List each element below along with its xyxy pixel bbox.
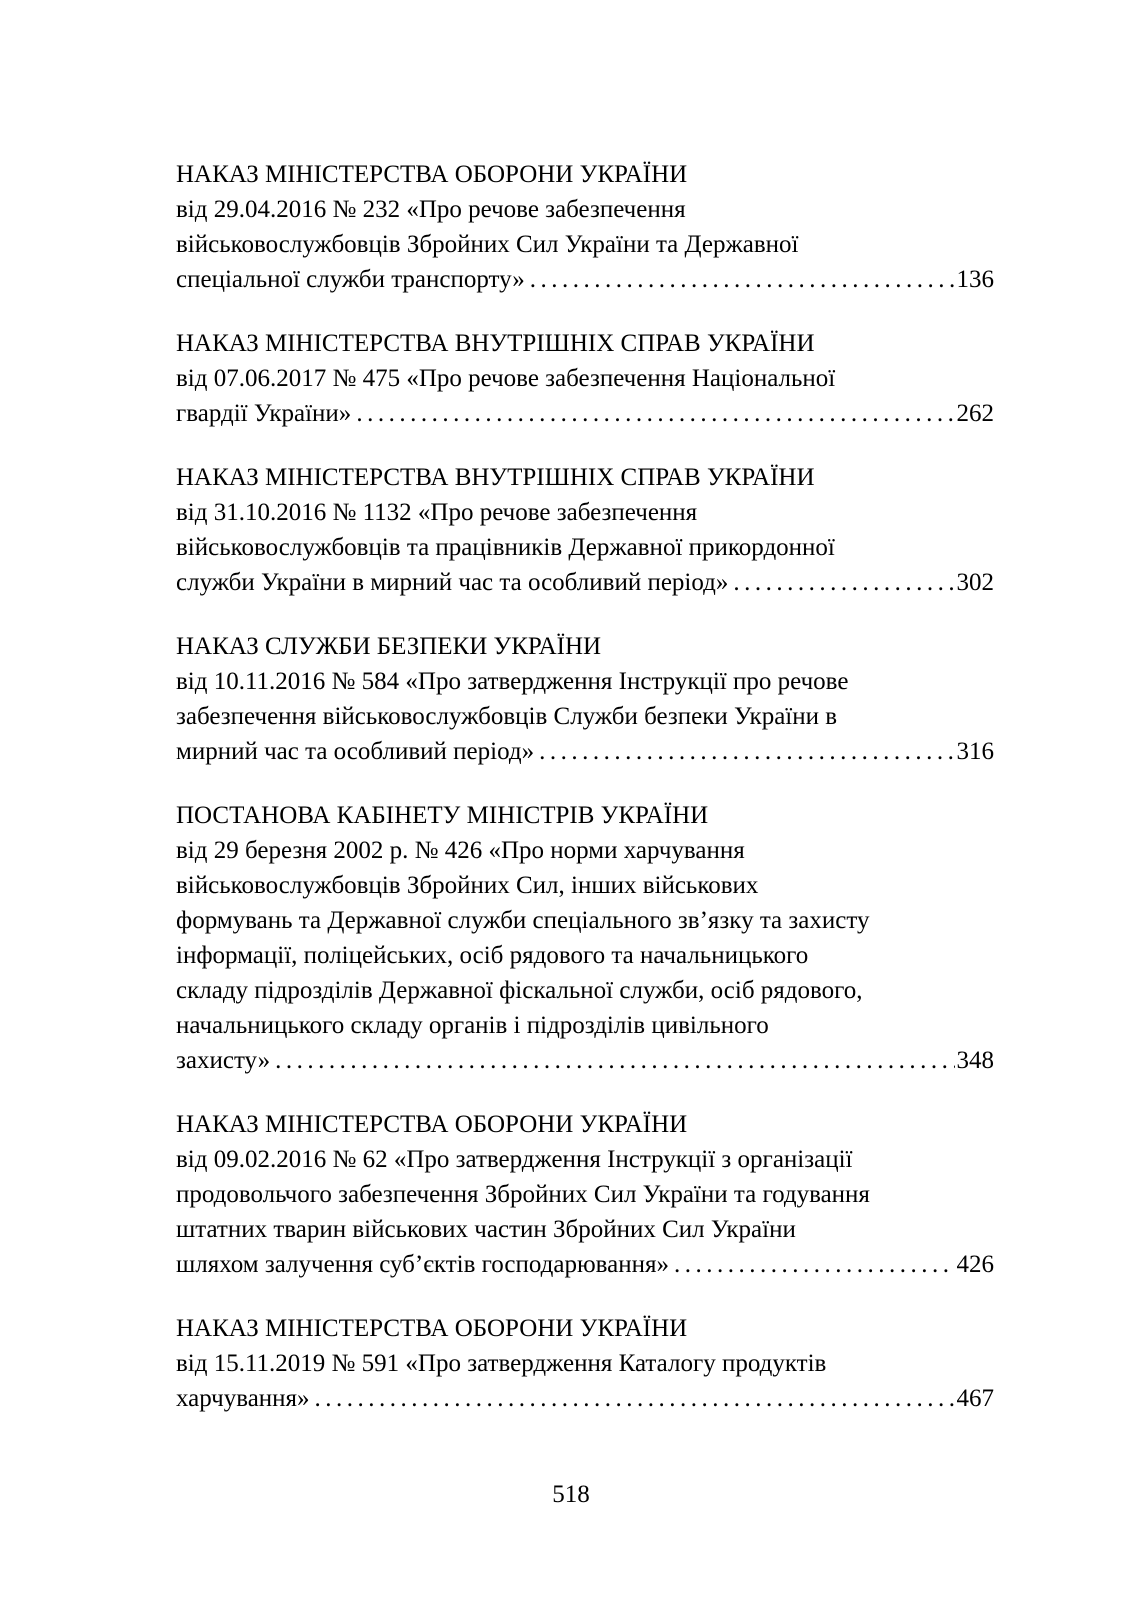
- toc-entry-line: військовослужбовців Збройних Сил України та Державної: [176, 231, 799, 258]
- toc-entry-lastline: [176, 565, 994, 600]
- dot-leader: [356, 396, 954, 431]
- toc-entry-lastline: [176, 262, 994, 297]
- toc-entry-heading: НАКАЗ МІНІСТЕРСТВА ОБОРОНИ УКРАЇНИ: [176, 1315, 688, 1342]
- toc-entry-text: харчування»: [176, 1385, 310, 1412]
- page-number: 518: [552, 1481, 590, 1508]
- toc-entry-line: начальницького складу органів і підрозділів цивільного: [176, 1012, 769, 1039]
- dot-leader: [315, 1381, 955, 1416]
- toc-entry-page-number: 426: [956, 1251, 994, 1278]
- dot-leader: [530, 262, 955, 297]
- toc-entry-lastline: [176, 734, 994, 769]
- toc-entry-line: військовослужбовців Збройних Сил, інших військових: [176, 872, 759, 899]
- toc-entry: [176, 1107, 994, 1282]
- toc-entry: [176, 798, 994, 1078]
- toc-entry-line: від 07.06.2017 № 475 «Про речове забезпечення Національної: [176, 365, 836, 392]
- dot-leader: [674, 1247, 955, 1282]
- toc-entry-heading: НАКАЗ МІНІСТЕРСТВА ВНУТРІШНІХ СПРАВ УКРАЇНИ: [176, 464, 815, 491]
- toc-entry: [176, 629, 994, 769]
- toc-entry-page-number: 262: [956, 400, 994, 427]
- toc-entry-heading: НАКАЗ МІНІСТЕРСТВА ВНУТРІШНІХ СПРАВ УКРАЇНИ: [176, 330, 815, 357]
- toc-entry-line: від 10.11.2016 № 584 «Про затвердження Інструкції про речове: [176, 668, 849, 695]
- toc-entry-line: від 09.02.2016 № 62 «Про затвердження Інструкції з організації: [176, 1146, 853, 1173]
- dot-leader: [733, 565, 954, 600]
- toc-entry-lastline: [176, 1381, 994, 1416]
- toc-list: [176, 157, 994, 1416]
- toc-entry-heading: НАКАЗ МІНІСТЕРСТВА ОБОРОНИ УКРАЇНИ: [176, 1111, 688, 1138]
- toc-entry-line: забезпечення військовослужбовців Служби безпеки України в: [176, 703, 838, 730]
- toc-entry-line: від 31.10.2016 № 1132 «Про речове забезпечення: [176, 499, 698, 526]
- dot-leader: [275, 1043, 954, 1078]
- toc-entry-line: військовослужбовців та працівників Державної прикордонної: [176, 534, 835, 561]
- toc-entry-line: від 15.11.2019 № 591 «Про затвердження Каталогу продуктів: [176, 1350, 827, 1377]
- toc-entry-line: штатних тварин військових частин Збройних Сил України: [176, 1216, 796, 1243]
- toc-entry-page-number: 467: [956, 1385, 994, 1412]
- toc-entry-text: гвардії України»: [176, 400, 352, 427]
- toc-entry-lastline: [176, 1043, 994, 1078]
- toc-entry-line: складу підрозділів Державної фіскальної служби, осіб рядового,: [176, 977, 863, 1004]
- toc-entry-text: захисту»: [176, 1047, 271, 1074]
- toc-entry-text: спеціальної служби транспорту»: [176, 266, 525, 293]
- toc-entry-page-number: 302: [956, 569, 994, 596]
- toc-entry-page-number: 348: [956, 1047, 994, 1074]
- toc-entry-text: служби України в мирний час та особливий період»: [176, 569, 729, 596]
- toc-entry-text: мирний час та особливий період»: [176, 738, 535, 765]
- toc-entry: [176, 326, 994, 431]
- toc-entry-page-number: 136: [956, 266, 994, 293]
- toc-entry-line: від 29 березня 2002 р. № 426 «Про норми харчування: [176, 837, 745, 864]
- toc-entry-line: від 29.04.2016 № 232 «Про речове забезпечення: [176, 196, 686, 223]
- toc-entry-heading: НАКАЗ МІНІСТЕРСТВА ОБОРОНИ УКРАЇНИ: [176, 161, 688, 188]
- toc-entry: [176, 1311, 994, 1416]
- toc-entry: [176, 460, 994, 600]
- toc-entry-text: шляхом залучення суб’єктів господарювання»: [176, 1251, 669, 1278]
- toc-entry-heading: ПОСТАНОВА КАБІНЕТУ МІНІСТРІВ УКРАЇНИ: [176, 802, 709, 829]
- toc-entry-line: інформації, поліцейських, осіб рядового та начальницького: [176, 942, 809, 969]
- toc-entry-heading: НАКАЗ СЛУЖБИ БЕЗПЕКИ УКРАЇНИ: [176, 633, 602, 660]
- toc-entry-line: формувань та Державної служби спеціального зв’язку та захисту: [176, 907, 870, 934]
- dot-leader: [539, 734, 954, 769]
- toc-entry-lastline: [176, 1247, 994, 1282]
- toc-entry-lastline: [176, 396, 994, 431]
- toc-entry-page-number: 316: [956, 738, 994, 765]
- toc-entry: [176, 157, 994, 297]
- page-footer: [0, 1477, 1142, 1512]
- toc-entry-line: продовольчого забезпечення Збройних Сил України та годування: [176, 1181, 870, 1208]
